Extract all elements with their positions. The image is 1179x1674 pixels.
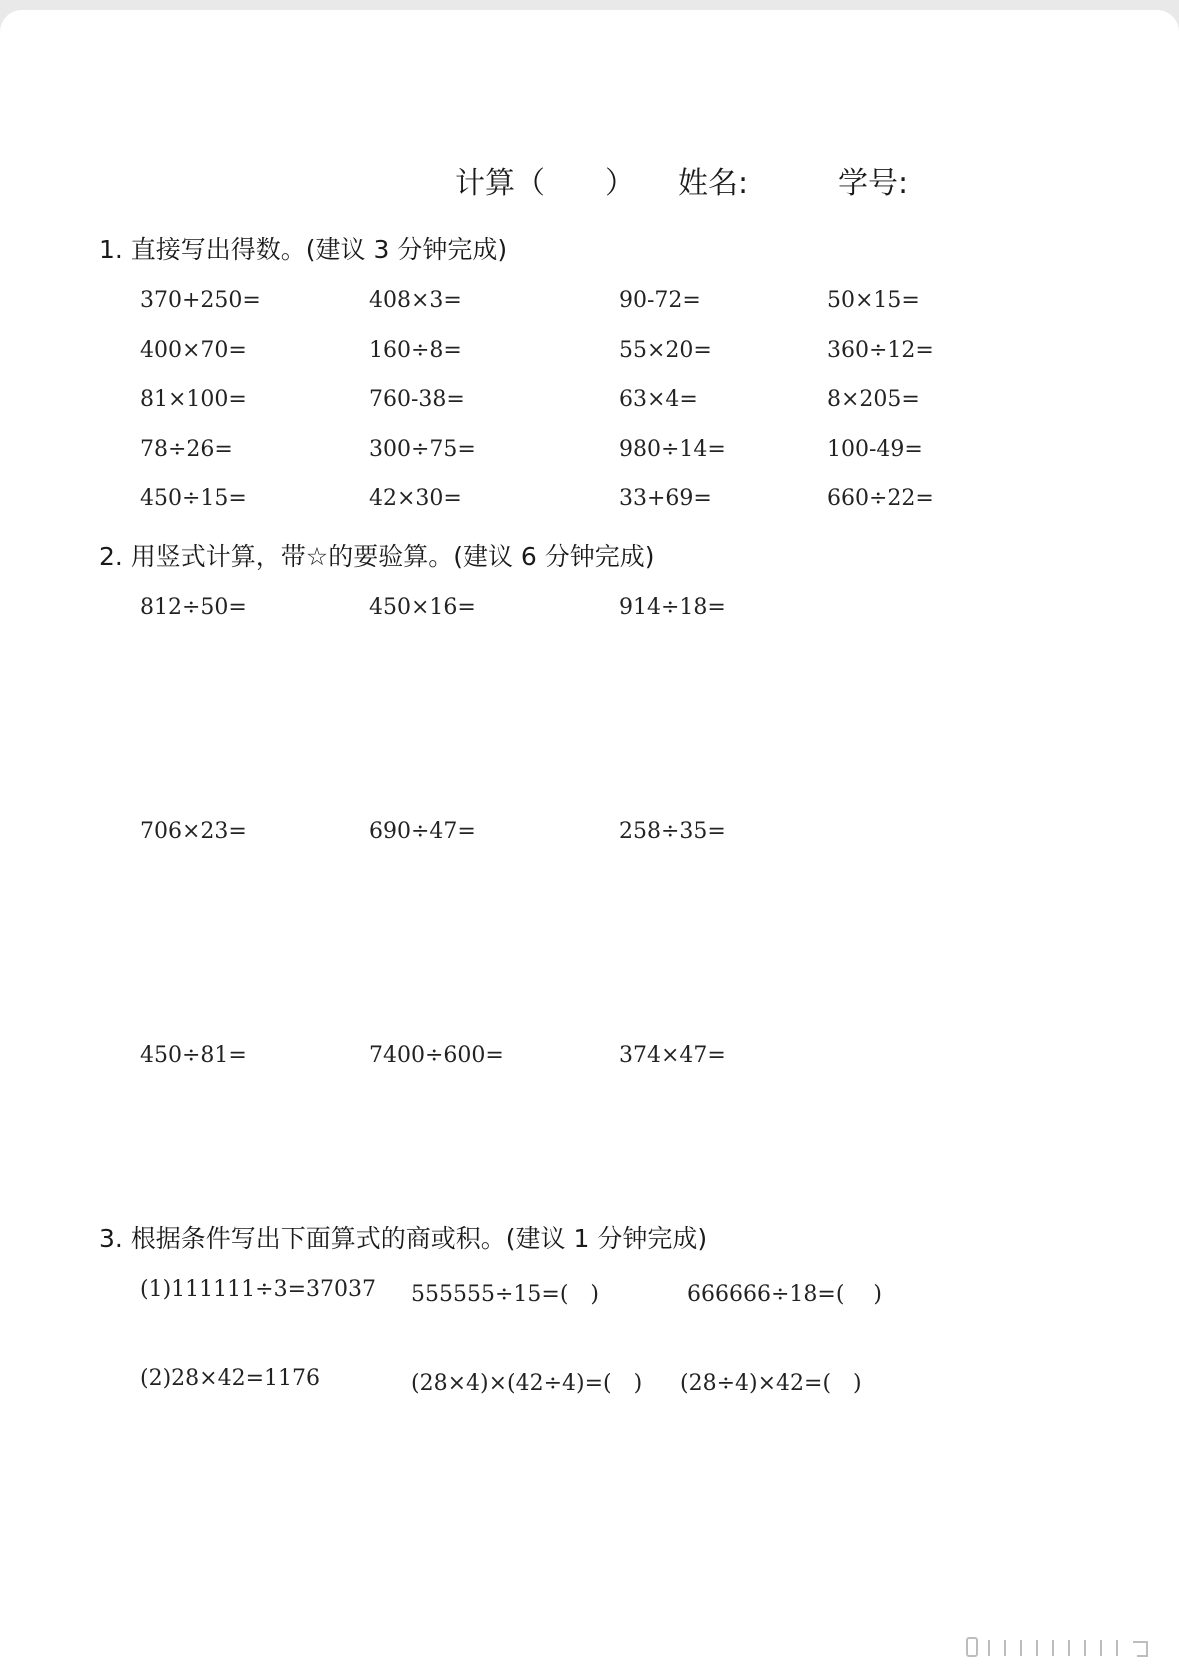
problem: 7400÷600= xyxy=(369,1043,504,1068)
worksheet-page xyxy=(0,10,1179,1674)
problem: 63×4= xyxy=(619,387,698,412)
problem: 760-38= xyxy=(369,387,465,412)
problem: 450÷81= xyxy=(140,1043,247,1068)
problem: 360÷12= xyxy=(827,338,934,363)
problem: 100-49= xyxy=(827,437,923,462)
problem: 666666÷18=( ) xyxy=(687,1282,883,1307)
calc-score-label: 计算（ ） xyxy=(455,166,635,201)
problem: 980÷14= xyxy=(619,437,726,462)
name-label: 姓名: xyxy=(678,166,749,201)
problem: 374×47= xyxy=(619,1043,726,1068)
problem: (28÷4)×42=( ) xyxy=(680,1371,862,1396)
problem: 555555÷15=( ) xyxy=(411,1282,600,1307)
watermark-logo xyxy=(965,1634,1155,1660)
section-2-title: 2. 用竖式计算，带☆的要验算。(建议 6 分钟完成) xyxy=(99,542,655,571)
problem: 400×70= xyxy=(140,338,247,363)
section-3-title: 3. 根据条件写出下面算式的商或积。(建议 1 分钟完成) xyxy=(99,1224,708,1253)
problem: 300÷75= xyxy=(369,437,476,462)
problem: 8×205= xyxy=(827,387,920,412)
section-1-title: 1. 直接写出得数。(建议 3 分钟完成) xyxy=(99,235,508,264)
problem: 258÷35= xyxy=(619,819,726,844)
problem: 914÷18= xyxy=(619,595,726,620)
problem: 370+250= xyxy=(140,288,261,313)
problem: 706×23= xyxy=(140,819,247,844)
problem: 50×15= xyxy=(827,288,920,313)
problem: (1)111111÷3=37037 xyxy=(140,1277,376,1302)
problem: 812÷50= xyxy=(140,595,247,620)
student-id-label: 学号: xyxy=(838,166,909,201)
problem: 42×30= xyxy=(369,486,462,511)
problem: 660÷22= xyxy=(827,486,934,511)
problem: 690÷47= xyxy=(369,819,476,844)
problem: (2)28×42=1176 xyxy=(140,1366,321,1391)
problem: 33+69= xyxy=(619,486,712,511)
problem: 78÷26= xyxy=(140,437,233,462)
problem: (28×4)×(42÷4)=( ) xyxy=(411,1371,643,1396)
problem: 160÷8= xyxy=(369,338,462,363)
problem: 81×100= xyxy=(140,387,247,412)
problem: 450÷15= xyxy=(140,486,247,511)
problem: 90-72= xyxy=(619,288,701,313)
problem: 450×16= xyxy=(369,595,476,620)
problem: 55×20= xyxy=(619,338,712,363)
problem: 408×3= xyxy=(369,288,462,313)
